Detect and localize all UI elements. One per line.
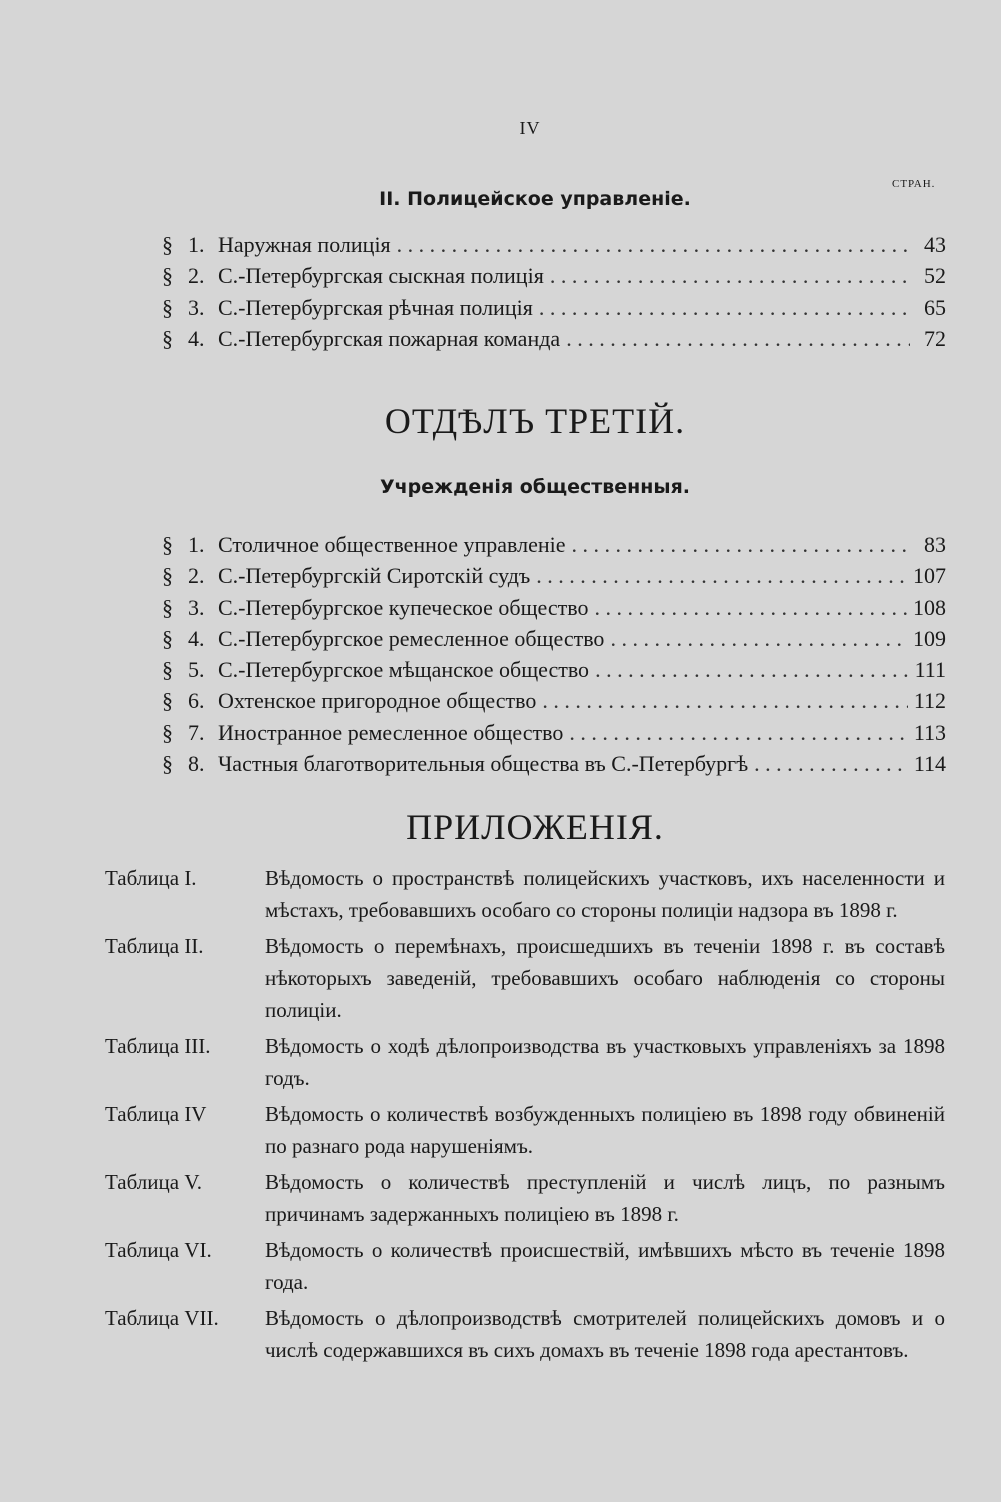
toc-title: С.-Петербургское мѣщанское общество [218, 657, 590, 683]
toc-page: 109 [913, 625, 946, 651]
section-sign: § [162, 657, 173, 683]
appendix-label: Таблица VII. [105, 1306, 219, 1330]
leader-dots [397, 232, 910, 258]
toc-number: 3. [188, 294, 205, 320]
toc-title: Наружная полиція [218, 232, 391, 257]
appendices-title: ПРИЛОЖЕНІЯ. [406, 807, 664, 847]
appendix-item[interactable] [105, 1234, 945, 1298]
toc-page: 65 [924, 294, 946, 320]
toc-title: С.-Петербургское ремесленное общество [218, 625, 605, 651]
toc-page: 112 [913, 688, 946, 714]
toc-row[interactable] [162, 751, 946, 782]
leader-dots [754, 751, 908, 777]
toc-title: С.-Петербургское купеческое общество [218, 594, 589, 620]
toc-row[interactable] [162, 563, 946, 594]
toc-page: 52 [924, 263, 946, 289]
toc-page: 43 [924, 232, 946, 257]
toc-row[interactable] [162, 263, 946, 294]
appendix-label: Таблица IV [105, 1102, 207, 1126]
appendix-text: Вѣдомость о количествѣ происшествій, имѣвшихъ мѣсто въ теченіе 1898 года. [265, 1238, 945, 1294]
toc-number: 1. [188, 232, 205, 257]
leader-dots [550, 263, 910, 289]
toc-title: Иностранное ремесленное общество [218, 719, 564, 745]
appendix-label: Таблица III. [105, 1034, 211, 1058]
appendix-list [105, 862, 945, 1370]
section-sign: § [162, 719, 173, 745]
toc-row[interactable] [162, 232, 946, 263]
section-sign: § [162, 594, 173, 620]
appendix-text: Вѣдомость о количествѣ преступленій и числѣ лицъ, по разнымъ причинамъ задержанныхъ полиціею въ 1898 г. [265, 1170, 945, 1226]
appendix-label: Таблица I. [105, 866, 197, 890]
page-number: IV [519, 118, 541, 138]
leader-dots [539, 295, 910, 321]
toc-title: Частныя благотворительныя общества въ С.-Петербургѣ [218, 751, 749, 777]
part-three-subtitle: Учрежденія общественныя. [379, 476, 691, 498]
appendix-item[interactable] [105, 1098, 945, 1162]
toc-page: 108 [913, 594, 946, 620]
appendix-label: Таблица VI. [105, 1238, 212, 1262]
section-two-toc [162, 232, 946, 357]
leader-dots [610, 626, 907, 652]
leader-dots [542, 688, 908, 714]
section-sign: § [162, 751, 173, 777]
toc-page: 111 [914, 657, 946, 683]
section-sign: § [162, 232, 173, 257]
toc-number: 2. [188, 563, 205, 589]
toc-row[interactable] [162, 295, 946, 326]
appendix-text: Вѣдомость о пространствѣ полицейскихъ участковъ, ихъ населенности и мѣстахъ, требовавшихъ особаго со стороны полиціи надзора въ 1898 г. [265, 866, 945, 922]
toc-title: Столичное общественное управленіе [218, 532, 566, 557]
toc-number: 4. [188, 625, 205, 651]
toc-title: С.-Петербургская сыскная полиція [218, 263, 544, 289]
page-column-header: СТРАН. [892, 178, 936, 190]
section-sign: § [162, 532, 173, 557]
toc-page: 114 [913, 751, 946, 777]
section-sign: § [162, 294, 173, 320]
section-sign: § [162, 625, 173, 651]
leader-dots [569, 720, 907, 746]
toc-title: С.-Петербургскій Сиротскій судъ [218, 563, 531, 589]
toc-row[interactable] [162, 326, 946, 357]
toc-number: 3. [188, 594, 205, 620]
toc-number: 1. [188, 532, 205, 557]
toc-number: 2. [188, 263, 205, 289]
toc-number: 8. [188, 751, 205, 777]
toc-row[interactable] [162, 688, 946, 719]
appendix-item[interactable] [105, 862, 945, 926]
toc-title: Охтенское пригородное общество [218, 688, 537, 714]
appendix-label: Таблица II. [105, 934, 204, 958]
toc-page: 72 [924, 325, 946, 351]
appendix-text: Вѣдомость о ходѣ дѣлопроизводства въ участковыхъ управленіяхъ за 1898 годъ. [265, 1034, 945, 1090]
toc-number: 5. [188, 657, 205, 683]
toc-number: 7. [188, 719, 205, 745]
toc-row[interactable] [162, 657, 946, 688]
section-sign: § [162, 563, 173, 589]
appendix-text: Вѣдомость о дѣлопроизводствѣ смотрителей полицейскихъ домовъ и о числѣ содержавшихся въ сихъ домахъ въ теченіе 1898 года арестантовъ. [265, 1306, 945, 1362]
toc-row[interactable] [162, 720, 946, 751]
toc-page: 113 [913, 719, 946, 745]
appendix-text: Вѣдомость о количествѣ возбужденныхъ полиціею въ 1898 году обвиненій по разнаго рода нарушеніямъ. [265, 1102, 945, 1158]
part-three-toc [162, 532, 946, 782]
leader-dots [572, 532, 911, 558]
appendix-item[interactable] [105, 1030, 945, 1094]
section-sign: § [162, 325, 173, 351]
toc-row[interactable] [162, 532, 946, 563]
appendix-item[interactable] [105, 1166, 945, 1230]
leader-dots [536, 563, 907, 589]
toc-page: 107 [913, 563, 946, 589]
section-two-title: II. Полицейское управленіе. [379, 188, 691, 210]
toc-title: С.-Петербургская пожарная команда [218, 325, 561, 351]
appendix-item[interactable] [105, 930, 945, 1026]
toc-number: 4. [188, 325, 205, 351]
leader-dots [594, 595, 907, 621]
part-three-title: ОТДѢЛЪ ТРЕТІЙ. [384, 401, 686, 441]
toc-page: 83 [924, 532, 946, 557]
leader-dots [566, 326, 910, 352]
appendix-text: Вѣдомость о перемѣнахъ, происшедшихъ въ теченіи 1898 г. въ составѣ нѣкоторыхъ заведеній, требовавшихъ особаго наблюденія со стороны полиціи. [265, 934, 945, 1022]
section-sign: § [162, 688, 173, 714]
toc-title: С.-Петербургская рѣчная полиція [218, 294, 533, 320]
toc-row[interactable] [162, 626, 946, 657]
appendix-label: Таблица V. [105, 1170, 203, 1194]
toc-number: 6. [188, 688, 205, 714]
section-sign: § [162, 263, 173, 289]
toc-row[interactable] [162, 595, 946, 626]
appendix-item[interactable] [105, 1302, 945, 1366]
leader-dots [595, 657, 909, 683]
